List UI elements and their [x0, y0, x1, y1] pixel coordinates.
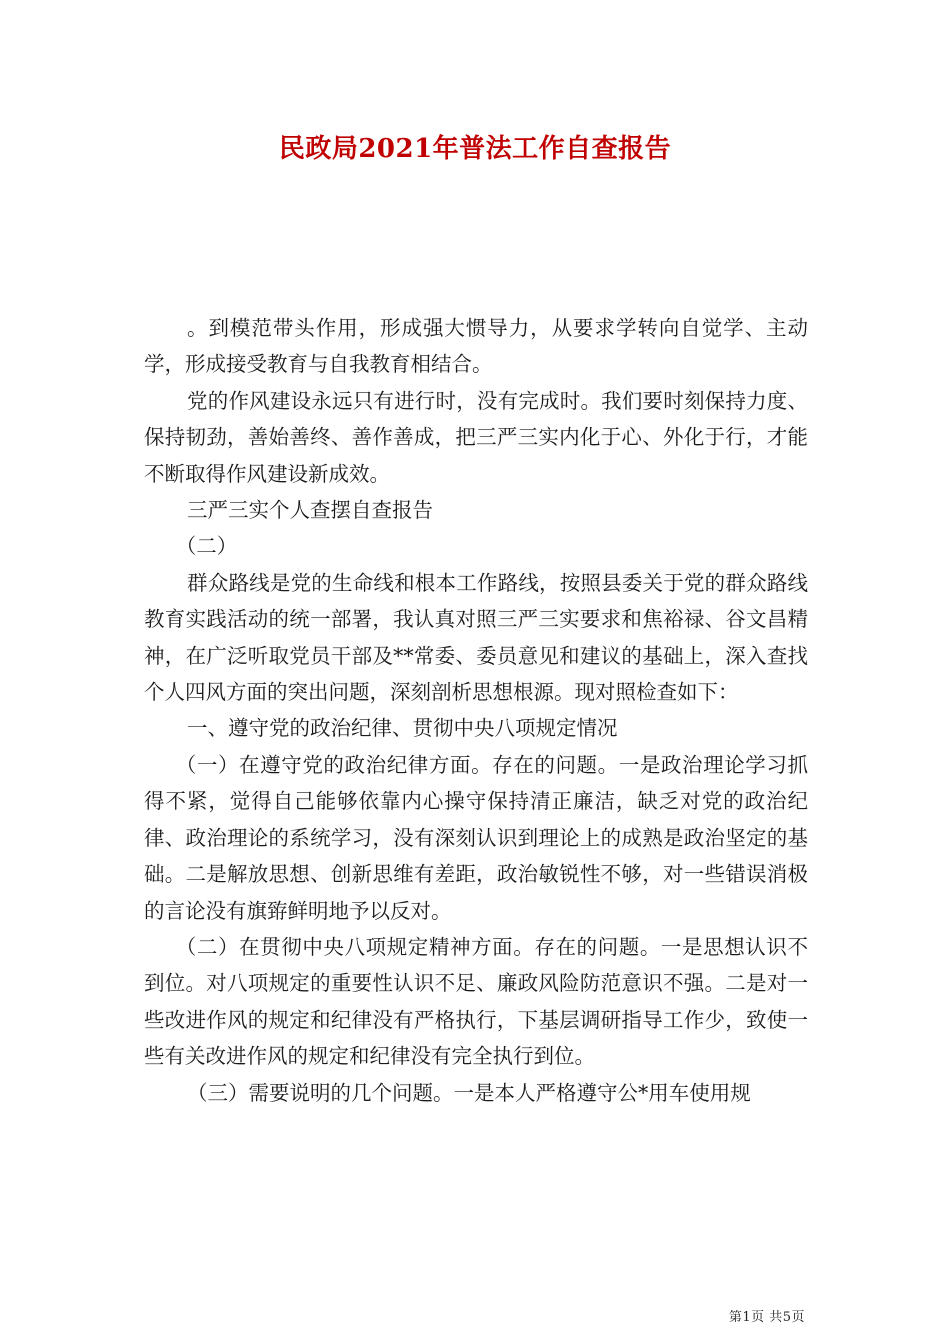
paragraph: 群众路线是党的生命线和根本工作路线，按照县委关于党的群众路线教育实践活动的统一部署，我认真对照三严三实要求和焦裕禄、谷文昌精神，在广泛听取党员干部及**常委、委员意见和建议的基础上，深入查找个人四风方面的突出问题，深刻剖析思想根源。现对照检查如下： [144, 570, 808, 705]
paragraph: （一）在遵守党的政治纪律方面。存在的问题。一是政治理论学习抓得不紧，觉得自己能够依靠内心操守保持清正廉洁，缺乏对党的政治纪律、政治理论的系统学习，没有深刻认识到理论上的成熟是政治坚定的基础。二是解放思想、创新思维有差距，政治敏锐性不够，对一些错误消极的言论没有旗臶鲜明地予以反对。 [144, 752, 808, 923]
paragraph: （二）在贯彻中央八项规定精神方面。存在的问题。一是思想认识不到位。对八项规定的重要性认识不足、廉政风险防范意识不强。二是对一些改进作风的规定和纪律没有严格执行，下基层调研指导工作少，致使一些有关改进作风的规定和纪律没有完全执行到位。 [144, 934, 808, 1069]
paragraph: （三）需要说明的几个问题。一是本人严格遵守公*用车使用规 [187, 1080, 751, 1105]
paragraph: 。到模范带头作用，形成强大惯导力，从要求学转向自觉学、主动学，形成接受教育与自我教育相结合。 [144, 316, 808, 377]
document-title: 民政局2021年普法工作自查报告 [278, 134, 672, 164]
document-body [144, 310, 808, 1111]
paragraph: 党的作风建设永远只有进行时，没有完成时。我们要时刻保持力度、保持韧劲，善始善终、善作善成，把三严三实内化于心、外化于行，才能不断取得作风建设新成效。 [144, 388, 808, 486]
section-subheading: （二） [175, 534, 238, 559]
page-number: 第1页 共5页 [728, 1310, 805, 1325]
section-heading: 一、遵守党的政治纪律、贯彻中央八项规定情况 [187, 716, 618, 741]
section-heading: 三严三实个人查摆自查报告 [187, 498, 434, 523]
